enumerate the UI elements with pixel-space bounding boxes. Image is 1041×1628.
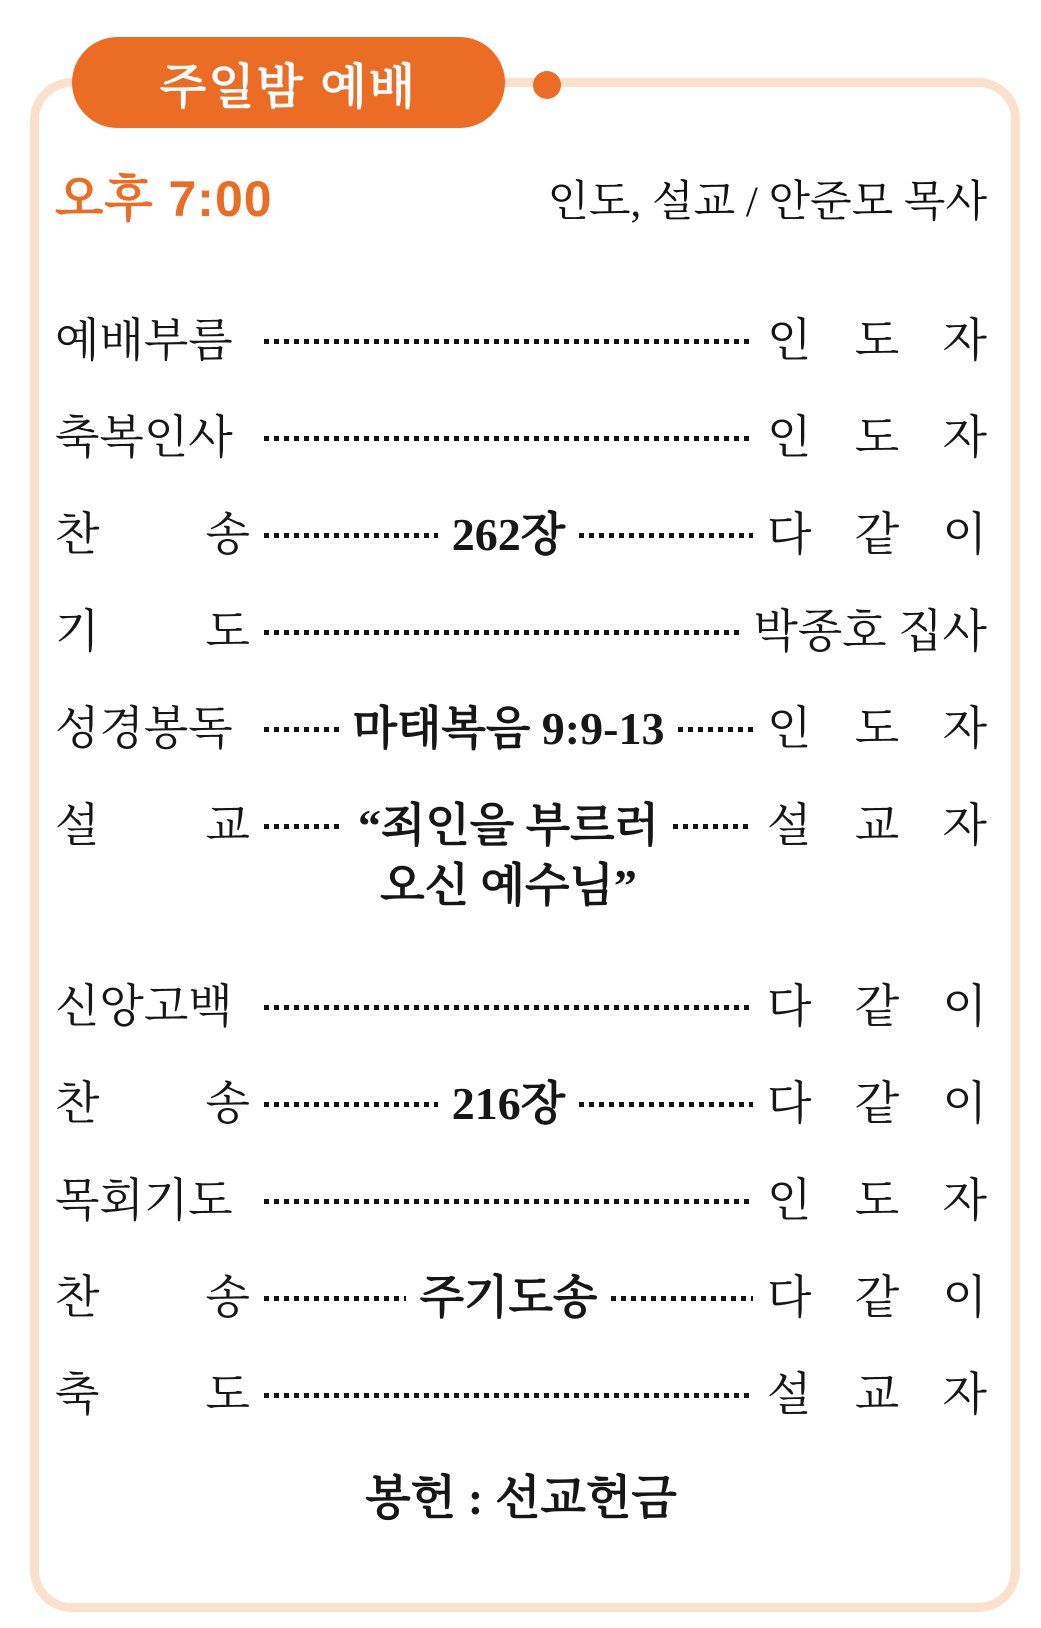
section-title: 주일밤 예배 <box>159 61 418 114</box>
row-label: 축복인사 <box>55 412 233 463</box>
dotted-leader <box>264 1102 438 1107</box>
dotted-leader <box>264 630 739 635</box>
row-label: 설 교 <box>55 800 250 851</box>
offering-note: 봉헌 : 선교헌금 <box>365 1473 677 1525</box>
row-label: 기 도 <box>55 606 250 657</box>
sermon-title-line2: 오신 예수님” <box>380 860 637 911</box>
service-leaders: 인도, 설교 / 안준모 목사 <box>547 179 987 226</box>
dotted-leader <box>579 1102 753 1107</box>
row-performer: 설 교 자 <box>767 800 987 851</box>
dotted-leader <box>673 824 753 829</box>
dotted-leader <box>264 727 339 732</box>
row-performer: 인 도 자 <box>767 1175 987 1226</box>
row-performer: 인 도 자 <box>767 315 987 366</box>
dotted-leader <box>264 1296 406 1301</box>
row-detail: 마태복음 9:9-13 <box>352 703 665 754</box>
row-confession-of-faith <box>55 977 987 1037</box>
dotted-leader <box>264 339 753 344</box>
dotted-leader <box>264 1005 753 1010</box>
row-performer: 인 도 자 <box>767 703 988 754</box>
row-scripture-reading <box>55 699 987 759</box>
row-detail: 262장 <box>451 509 566 560</box>
dotted-leader <box>611 1296 753 1301</box>
dotted-leader <box>264 824 344 829</box>
dotted-leader <box>264 1393 753 1398</box>
section-title-badge <box>72 37 505 128</box>
row-detail: 216장 <box>451 1078 566 1129</box>
row-pastoral-prayer <box>55 1171 987 1231</box>
row-performer: 다 같 이 <box>767 1078 987 1129</box>
service-time: 오후 7:00 <box>55 171 273 227</box>
row-label: 찬 송 <box>55 1272 250 1323</box>
row-performer: 설 교 자 <box>767 1369 987 1420</box>
dotted-leader <box>678 727 753 732</box>
row-call-to-worship <box>55 311 987 371</box>
worship-order-frame <box>30 78 1020 1612</box>
row-label: 신앙고백 <box>55 981 233 1032</box>
row-label: 예배부름 <box>55 315 233 366</box>
row-performer: 박종호 집사 <box>753 606 987 657</box>
row-label: 성경봉독 <box>55 703 233 754</box>
service-header <box>55 159 987 231</box>
row-performer: 다 같 이 <box>767 509 987 560</box>
row-hymn-262 <box>55 505 987 565</box>
order-of-worship <box>55 311 987 1425</box>
row-detail: 주기도송 <box>419 1272 598 1323</box>
dotted-leader <box>264 436 753 441</box>
frame-content <box>39 87 1011 1529</box>
row-blessing-greeting <box>55 408 987 468</box>
row-label: 찬 송 <box>55 1078 250 1129</box>
row-performer: 인 도 자 <box>767 412 987 463</box>
sermon-title <box>358 796 659 916</box>
accent-dot-icon <box>533 71 561 99</box>
row-benediction <box>55 1365 987 1425</box>
row-label: 축 도 <box>55 1369 250 1420</box>
row-sermon <box>55 796 987 916</box>
row-label: 찬 송 <box>55 509 250 560</box>
dotted-leader <box>264 1199 753 1204</box>
row-prayer <box>55 602 987 662</box>
row-hymn-lords-prayer-song <box>55 1268 987 1328</box>
dotted-leader <box>264 533 438 538</box>
row-label: 목회기도 <box>55 1175 233 1226</box>
row-performer: 다 같 이 <box>767 981 987 1032</box>
dotted-leader <box>579 533 753 538</box>
row-hymn-216 <box>55 1074 987 1134</box>
row-performer: 다 같 이 <box>767 1272 987 1323</box>
sermon-title-line1: “죄인을 부르러 <box>357 800 660 851</box>
